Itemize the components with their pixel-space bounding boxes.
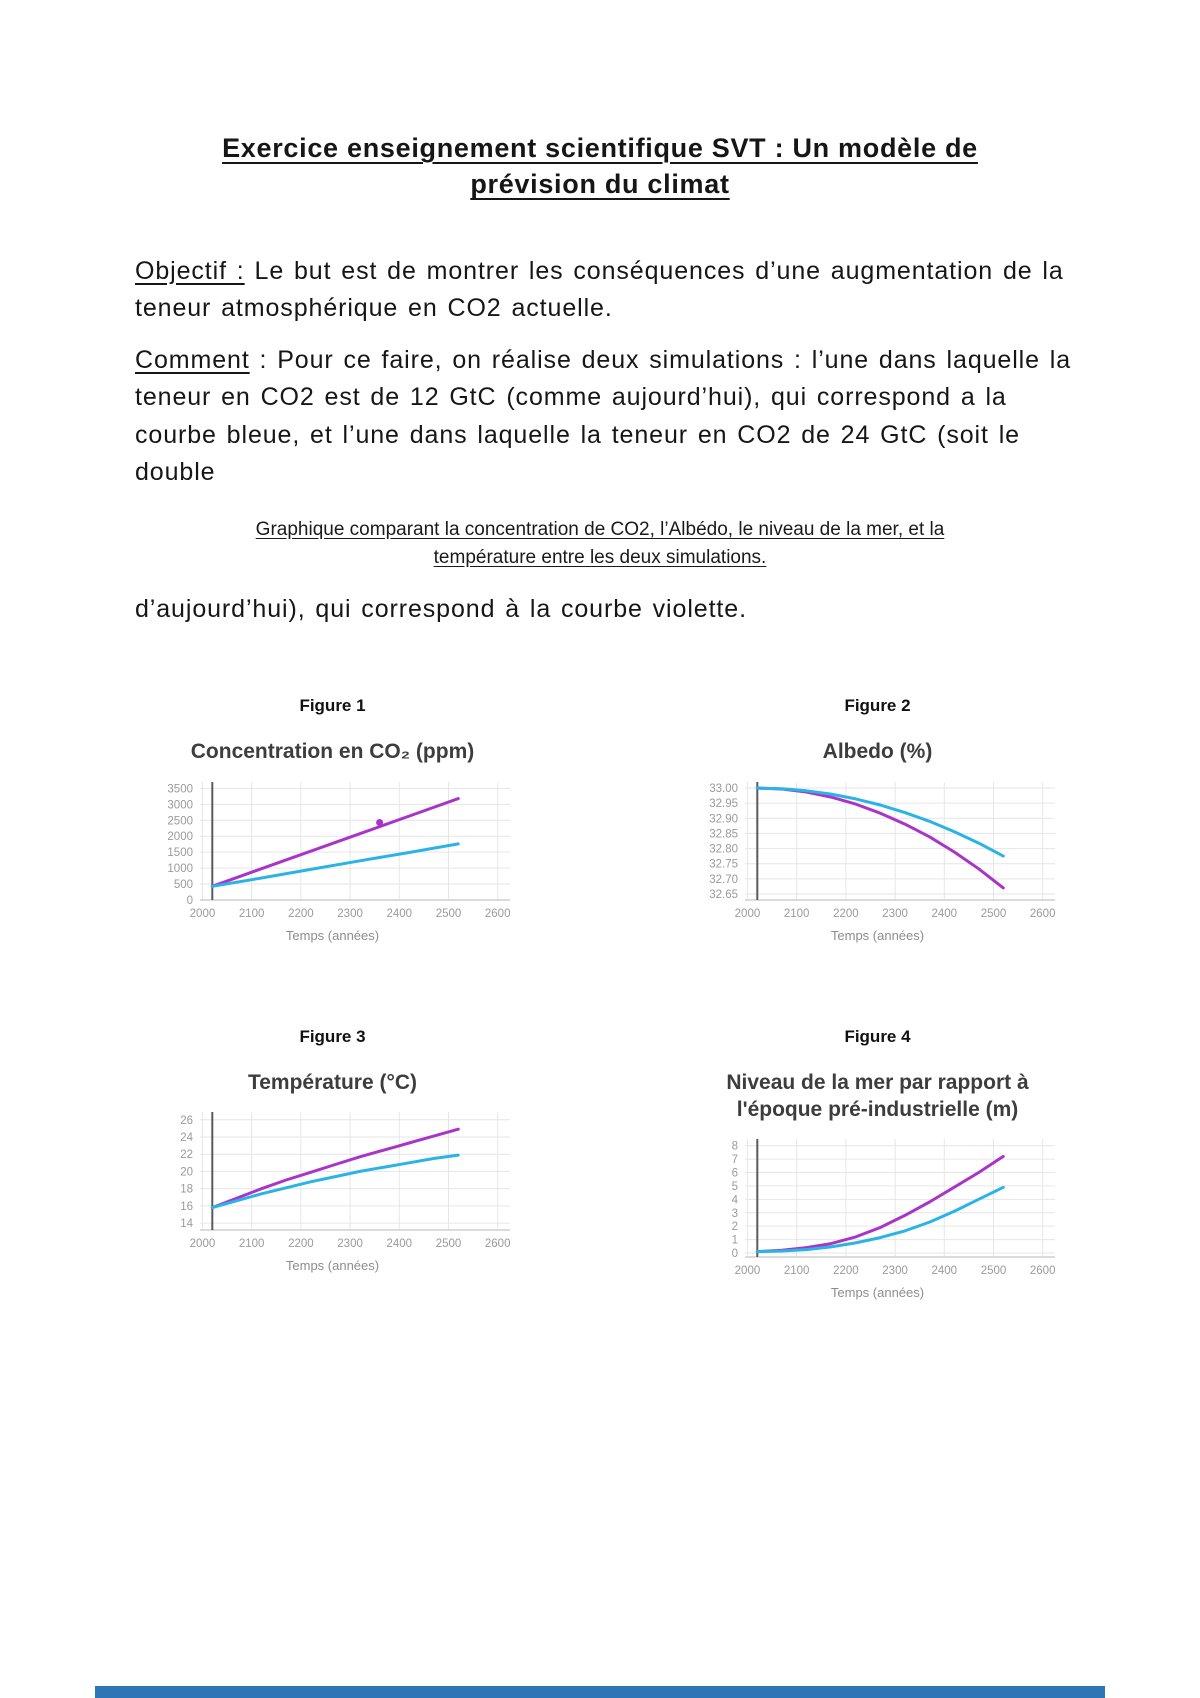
svg-text:2100: 2100	[783, 1265, 809, 1278]
svg-text:2100: 2100	[238, 1237, 264, 1250]
figure-3-label: Figure 3	[299, 1026, 366, 1046]
svg-text:2: 2	[731, 1221, 738, 1234]
svg-text:2500: 2500	[435, 1237, 461, 1250]
footer-blue-bar	[95, 1686, 1105, 1698]
svg-text:2000: 2000	[734, 907, 760, 920]
figures-grid	[80, 696, 1130, 1300]
comment-separator: :	[249, 345, 278, 374]
svg-text:2500: 2500	[980, 907, 1006, 920]
figure-3-x-axis-label: Temps (années)	[285, 1257, 380, 1273]
svg-text:8: 8	[731, 1140, 738, 1153]
svg-text:2300: 2300	[336, 1237, 363, 1250]
figure-2-plot	[693, 776, 1063, 926]
figure-2-label: Figure 2	[844, 696, 911, 716]
svg-text:2200: 2200	[287, 1237, 314, 1250]
svg-text:2100: 2100	[238, 907, 264, 920]
svg-text:26: 26	[179, 1114, 193, 1127]
svg-text:1500: 1500	[166, 846, 193, 859]
figure-3-plot	[148, 1106, 518, 1256]
svg-text:3500: 3500	[166, 783, 193, 796]
svg-text:20: 20	[179, 1166, 193, 1179]
svg-text:2200: 2200	[287, 907, 314, 920]
objectif-label: Objectif :	[135, 256, 245, 285]
svg-text:32.95: 32.95	[708, 797, 738, 810]
figure-1-plot	[148, 776, 518, 926]
figure-caption: Graphique comparant la concentration de CO2, l’Albédo, le niveau de la mer, et la température entre les deux simulations.	[255, 518, 945, 569]
svg-text:7: 7	[731, 1154, 738, 1167]
comment-paragraph	[135, 342, 1080, 492]
svg-text:2100: 2100	[783, 907, 809, 920]
svg-text:22: 22	[179, 1149, 193, 1162]
svg-text:1000: 1000	[166, 862, 193, 875]
page-title: Exercice enseignement scientifique SVT : Un modèle de prévision du climat	[222, 133, 978, 200]
svg-text:3: 3	[731, 1208, 738, 1221]
figure-2-x-axis-label: Temps (années)	[830, 927, 925, 943]
svg-text:24: 24	[179, 1131, 193, 1144]
svg-text:1: 1	[731, 1234, 738, 1247]
svg-text:2000: 2000	[189, 907, 215, 920]
svg-text:2300: 2300	[881, 907, 908, 920]
figure-4-chart-title: Niveau de la mer par rapport à l'époque pré-industrielle (m)	[726, 1070, 1029, 1121]
svg-text:2400: 2400	[930, 907, 957, 920]
objectif-paragraph	[135, 253, 1080, 328]
figure-3-chart-title: Température (°C)	[247, 1070, 418, 1094]
svg-text:18: 18	[179, 1183, 193, 1196]
figure-4-plot	[693, 1133, 1063, 1283]
svg-text:500: 500	[173, 878, 193, 891]
figure-1	[148, 696, 518, 942]
svg-text:2500: 2500	[166, 814, 193, 827]
svg-text:2600: 2600	[1029, 907, 1055, 920]
comment-label: Comment	[135, 345, 250, 374]
figure-4-label: Figure 4	[844, 1026, 911, 1046]
svg-text:2000: 2000	[734, 1265, 760, 1278]
svg-text:2600: 2600	[484, 907, 510, 920]
svg-text:0: 0	[731, 1248, 738, 1261]
svg-text:2600: 2600	[1029, 1265, 1055, 1278]
svg-text:2300: 2300	[336, 907, 363, 920]
svg-text:2000: 2000	[166, 830, 193, 843]
svg-text:32.70: 32.70	[708, 873, 738, 886]
svg-text:3000: 3000	[166, 798, 193, 811]
svg-text:32.85: 32.85	[708, 828, 738, 841]
svg-text:0: 0	[186, 894, 193, 907]
svg-text:2200: 2200	[832, 1265, 859, 1278]
svg-text:2500: 2500	[435, 907, 461, 920]
figure-2-chart-title: Albedo (%)	[822, 740, 933, 764]
continuation-text: d’aujourd’hui), qui correspond à la courbe violette.	[135, 594, 747, 623]
svg-text:6: 6	[731, 1167, 738, 1180]
svg-text:2300: 2300	[881, 1265, 908, 1278]
svg-text:4: 4	[731, 1194, 738, 1207]
svg-text:32.75: 32.75	[708, 858, 738, 871]
svg-text:32.90: 32.90	[708, 812, 738, 825]
figure-3	[148, 1027, 518, 1273]
figure-1-label: Figure 1	[299, 696, 366, 716]
svg-text:5: 5	[731, 1181, 738, 1194]
svg-text:2000: 2000	[189, 1237, 215, 1250]
svg-text:14: 14	[179, 1218, 193, 1231]
figure-2	[693, 696, 1063, 942]
svg-text:2400: 2400	[385, 907, 412, 920]
svg-text:32.80: 32.80	[708, 843, 738, 856]
svg-text:32.65: 32.65	[708, 888, 738, 901]
svg-text:2400: 2400	[930, 1265, 957, 1278]
objectif-text: Le but est de montrer les conséquences d’une augmentation de la teneur atmosphérique en CO2 actuelle.	[135, 256, 1064, 323]
comment-text: Pour ce faire, on réalise deux simulations : l’une dans laquelle la teneur en CO2 est de 12 GtC (comme aujourd’hui), qui correspond a la courbe bleue, et l’une dans laquelle la teneur en CO2 de 24 GtC (soit le double	[135, 345, 1072, 487]
svg-text:2200: 2200	[832, 907, 859, 920]
svg-text:33.00: 33.00	[708, 782, 738, 795]
figure-4-x-axis-label: Temps (années)	[830, 1285, 925, 1301]
figure-1-x-axis-label: Temps (années)	[285, 927, 380, 943]
figure-4	[688, 1027, 1068, 1301]
svg-text:2400: 2400	[385, 1237, 412, 1250]
svg-text:16: 16	[179, 1200, 193, 1213]
svg-text:2600: 2600	[484, 1237, 510, 1250]
svg-text:2500: 2500	[980, 1265, 1006, 1278]
figure-1-chart-title: Concentration en CO₂ (ppm)	[190, 740, 475, 764]
